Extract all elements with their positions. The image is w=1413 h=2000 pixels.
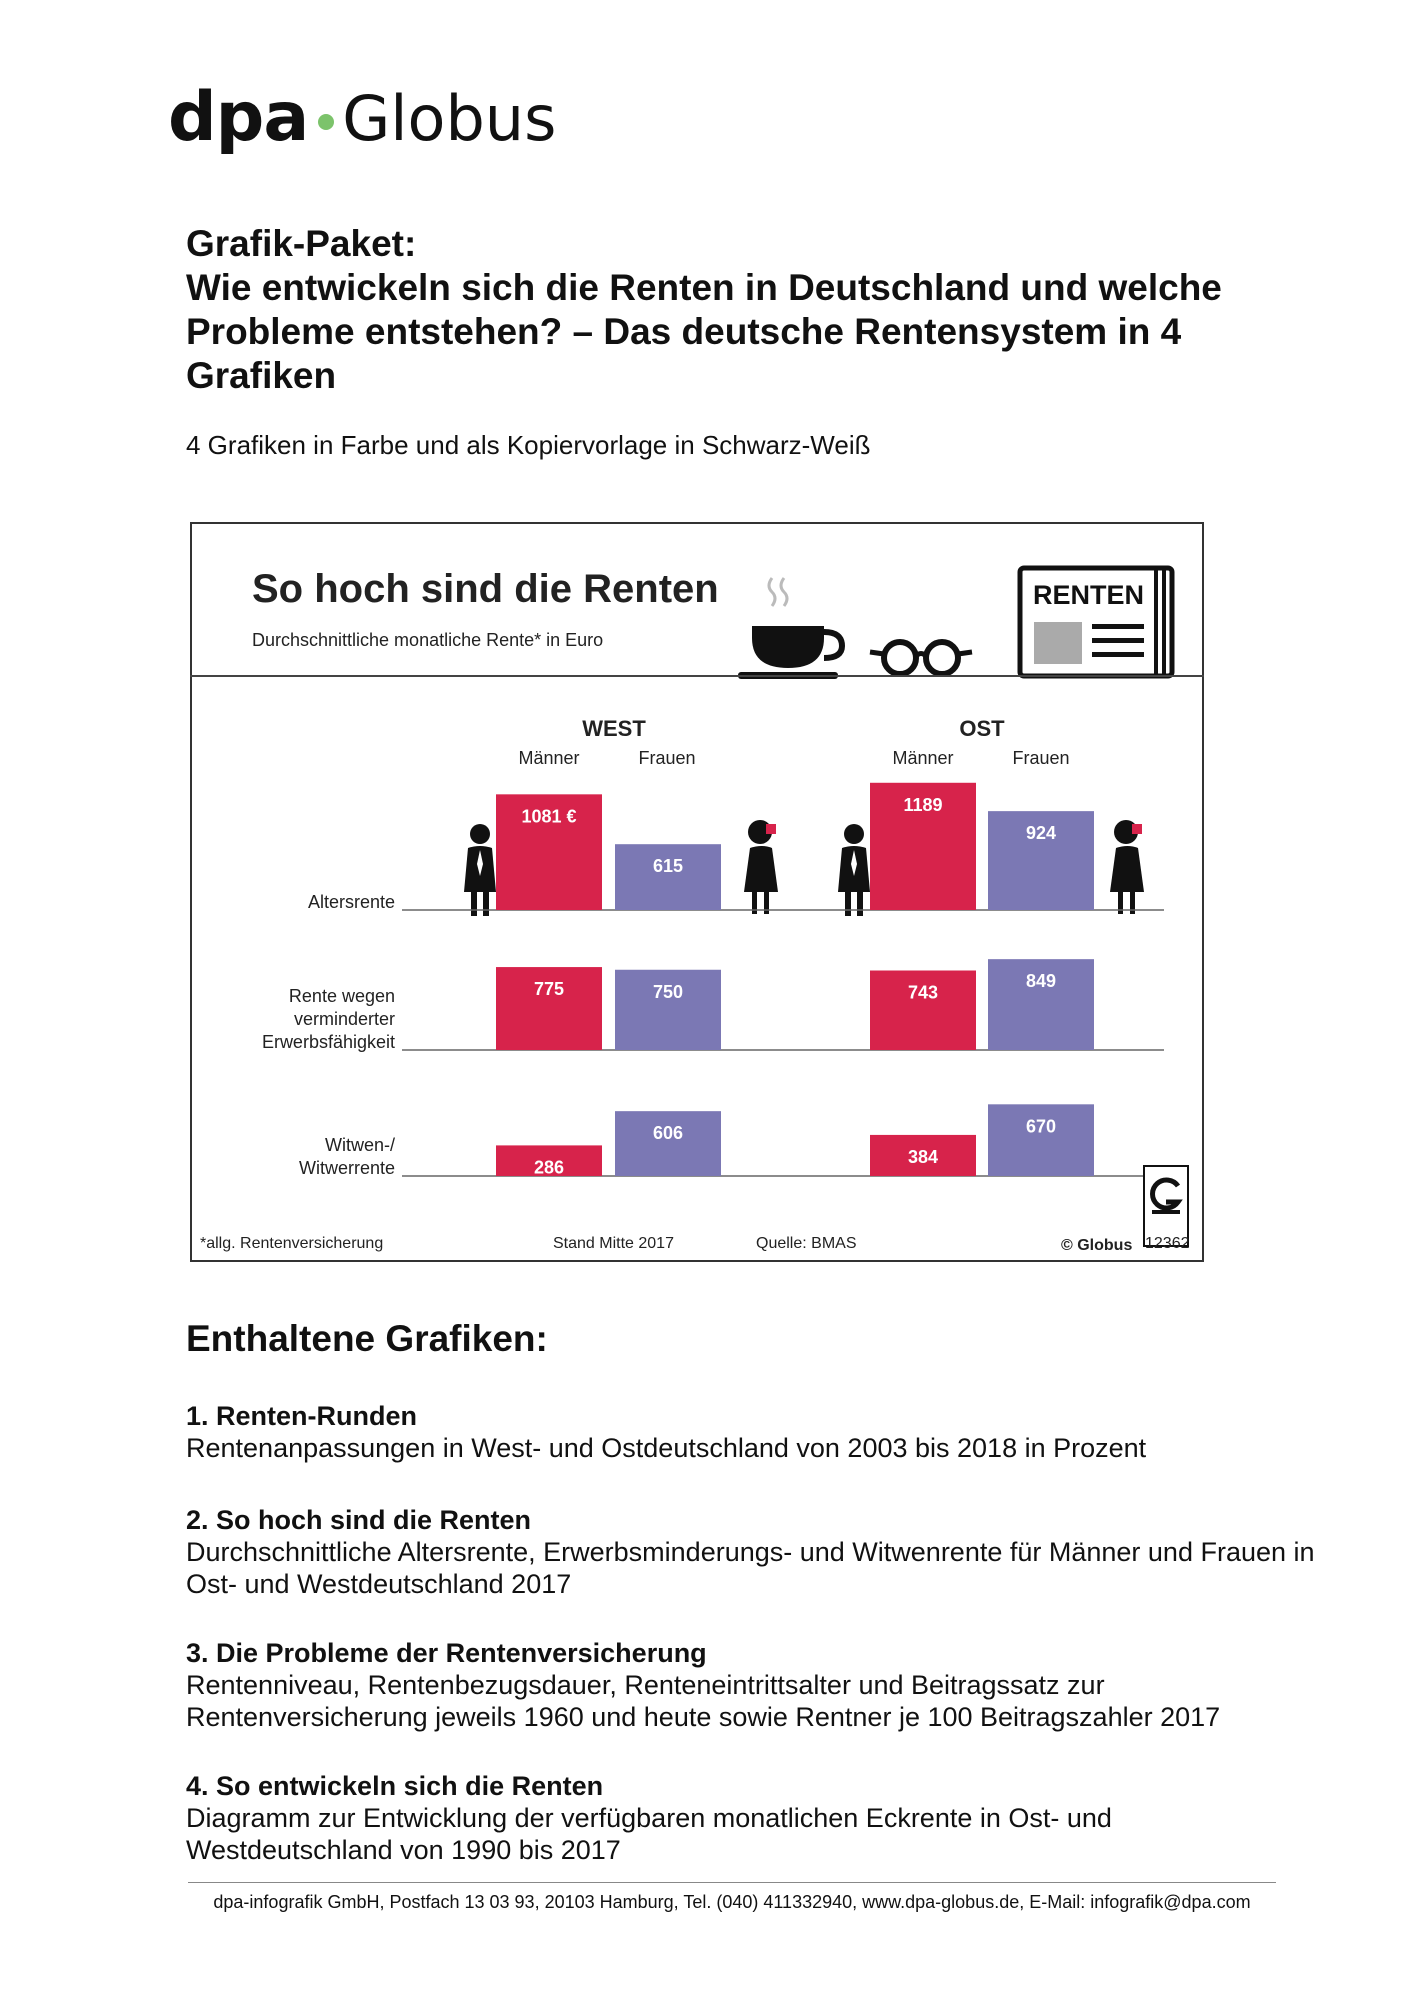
chart-copyright: © Globus (1061, 1237, 1133, 1254)
title-line: Probleme entstehen? – Das deutsche Rentensystem in 4 (186, 311, 1182, 352)
bar-value-label: 606 (652, 1123, 684, 1144)
title-line: Grafiken (186, 355, 337, 396)
contents-item-title: 4. So entwickeln sich die Renten (186, 1771, 604, 1801)
contents-item-title: 2. So hoch sind die Renten (186, 1505, 532, 1535)
row-label: Erwerbsfähigkeit (261, 1032, 395, 1052)
document-subtitle: 4 Grafiken in Farbe und als Kopiervorlage in Schwarz-Weiß (186, 430, 871, 460)
bar-frauen-ost (988, 1104, 1094, 1176)
globus-g-logo-icon (1144, 1166, 1188, 1246)
bar-value-label: 849 (1025, 971, 1057, 992)
region-west: WEST (582, 716, 646, 741)
contents-item (186, 1504, 1326, 1600)
row-label: Witwen-/ (324, 1135, 395, 1155)
bar-value-label: 384 (907, 1146, 939, 1167)
document-title (186, 222, 1306, 398)
row-label: Rente wegen (288, 986, 395, 1006)
bar-value-label: 615 (652, 856, 684, 877)
chart-source: Quelle: BMAS (756, 1235, 857, 1252)
contents-item-title: 1. Renten-Runden (186, 1401, 418, 1431)
chart-footnote: *allg. Rentenversicherung (200, 1235, 384, 1252)
renten-chart-svg (190, 522, 1204, 1262)
row-label: verminderter (293, 1009, 395, 1029)
newspaper-badge: RENTEN (1033, 580, 1145, 610)
chart-number: 12362 (1145, 1235, 1190, 1252)
logo-dpa: dpa (168, 78, 309, 157)
contents-item (186, 1637, 1326, 1733)
title-line: Wie entwickeln sich die Renten in Deutschland und welche (186, 267, 1222, 308)
contents-item-description: Diagramm zur Entwicklung der verfügbaren monatlichen Eckrente in Ost- und Westdeutschland von 1990 bis 2017 (186, 1803, 1112, 1865)
footer-divider (188, 1882, 1276, 1883)
bar-value-label: 1189 (903, 794, 943, 815)
bar-value-label: 670 (1025, 1116, 1057, 1137)
contents-item-description: Durchschnittliche Altersrente, Erwerbsminderungs- und Witwenrente für Männer und Frauen in Ost- und Westdeutschland 2017 (186, 1537, 1315, 1599)
logo-globus: Globus (342, 82, 557, 155)
chart-subtitle: Durchschnittliche monatliche Rente* in Euro (252, 630, 604, 650)
bar-value-label: 750 (652, 981, 684, 1002)
contents-item-description: Rentenniveau, Rentenbezugsdauer, Renteneintrittsalter und Beitragssatz zur Rentenversicherung jeweils 1960 und heute sowie Rentner je 100 Beitragszahler 2017 (186, 1670, 1221, 1732)
newspaper-icon (1020, 568, 1172, 676)
bar-value-label: 286 (533, 1157, 565, 1178)
contents-heading: Enthaltene Grafiken: (186, 1318, 548, 1359)
bar-value-label: 924 (1025, 823, 1057, 844)
column-label-frauen-west: Frauen (638, 748, 696, 768)
column-label-frauen-ost: Frauen (1012, 748, 1070, 768)
renten-chart (190, 522, 1204, 1262)
row-label: Witwerrente (298, 1158, 395, 1178)
bar-value-label: 1081 € (521, 806, 577, 827)
region-ost: OST (959, 716, 1005, 741)
contents-item (186, 1770, 1326, 1866)
bar-frauen-west (615, 1111, 721, 1176)
bar-value-label: 775 (533, 979, 565, 1000)
column-label-maenner-west: Männer (518, 748, 580, 768)
chart-title: So hoch sind die Renten (252, 567, 719, 611)
dpa-globus-logo (168, 78, 556, 168)
chart-date: Stand Mitte 2017 (553, 1235, 674, 1252)
footer-contact: dpa-infografik GmbH, Postfach 13 03 93, 20103 Hamburg, Tel. (040) 411332940, www.dpa-globus.de, E-Mail: infografik@dpa.com (213, 1892, 1251, 1912)
column-label-maenner-ost: Männer (892, 748, 954, 768)
logo-dot-icon (318, 114, 334, 130)
row-label: Altersrente (307, 892, 395, 912)
bar-value-label: 743 (907, 982, 939, 1003)
title-line: Grafik-Paket: (186, 223, 417, 264)
bar-frauen-west (615, 844, 721, 910)
contents-item (186, 1400, 1326, 1464)
contents-item-description: Rentenanpassungen in West- und Ostdeutschland von 2003 bis 2018 in Prozent (186, 1433, 1147, 1463)
contents-item-title: 3. Die Probleme der Rentenversicherung (186, 1638, 707, 1668)
